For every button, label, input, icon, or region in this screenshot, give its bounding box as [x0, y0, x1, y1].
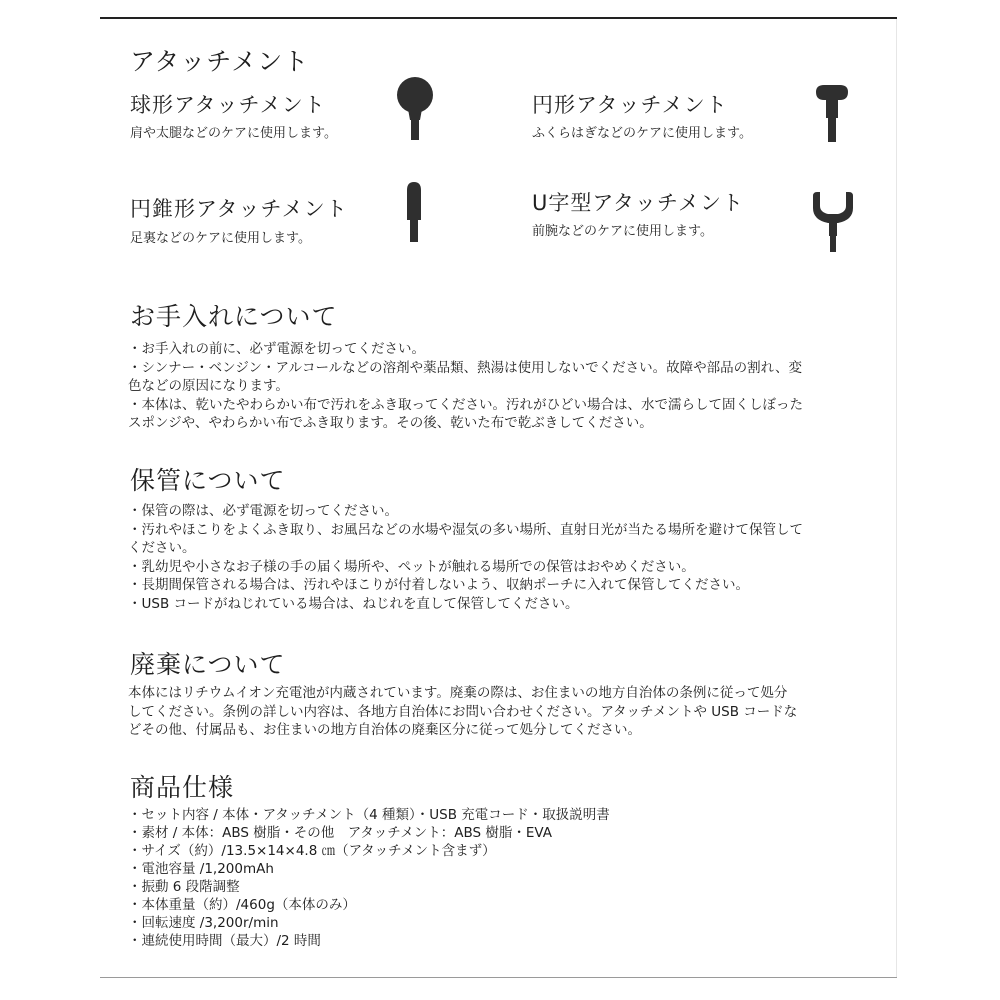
care-line: ・本体は、乾いたやわらかい布で汚れをふき取ってください。汚れがひどい場合は、水で濡らして固くしぼった: [128, 396, 803, 413]
spec-line: ・振動 6 段階調整: [128, 879, 240, 895]
storage-line: ・汚れやほこりをよくふき取り、お風呂などの水場や湿気の多い場所、直射日光が当たる場所を避けて保管して: [128, 521, 803, 538]
disposal-body: [128, 684, 797, 740]
storage-line: ください。: [128, 540, 196, 556]
specs-list: [128, 806, 610, 950]
storage-line: ・乳幼児や小さなお子様の手の届く場所や、ペットが触れる場所での保管はおやめください。: [128, 558, 695, 575]
care-line: ・お手入れの前に、必ず電源を切ってください。: [128, 341, 425, 357]
attachment-desc: 前腕などのケアに使用します。: [532, 224, 713, 239]
care-heading: お手入れについて: [130, 302, 338, 331]
spec-line: ・サイズ（約）/13.5×14×4.8 ㎝（アタッチメント含まず）: [128, 843, 496, 859]
storage-heading: 保管について: [130, 466, 286, 495]
disposal-line: どその他、付属品も、お住まいの地方自治体の廃棄区分に従って処分してください。: [128, 722, 641, 738]
care-body: [128, 340, 803, 433]
fork-attachment-icon: [810, 190, 856, 254]
attachments-heading: アタッチメント: [130, 47, 310, 76]
spec-line: ・素材 / 本体：ABS 樹脂・その他 アタッチメント：ABS 樹脂・EVA: [128, 825, 553, 841]
attachment-desc: ふくらはぎなどのケアに使用します。: [532, 126, 752, 141]
bottom-divider: [100, 977, 897, 978]
ball-attachment-icon: [395, 76, 435, 144]
attachment-title: 円錐形アタッチメント: [130, 197, 348, 221]
storage-line: ・USB コードがねじれている場合は、ねじれを直して保管してください。: [128, 595, 579, 612]
specs-heading: 商品仕様: [130, 773, 235, 802]
disposal-line: してください。条例の詳しい内容は、各地方自治体にお問い合わせください。アタッチメントや USB コードな: [128, 703, 798, 720]
spec-line: ・連続使用時間（最大）/2 時間: [128, 933, 321, 949]
storage-body: [128, 502, 803, 613]
spec-line: ・電池容量 /1,200mAh: [128, 861, 274, 877]
spec-line: ・本体重量（約）/460g（本体のみ）: [128, 897, 356, 913]
care-line: スポンジや、やわらかい布でふき取ります。その後、乾いた布で乾ぶきしてください。: [128, 415, 653, 431]
attachment-title: 円形アタッチメント: [532, 93, 728, 117]
care-line: 色などの原因になります。: [128, 378, 289, 394]
right-border: [896, 19, 897, 977]
care-line: ・シンナー・ベンジン・アルコールなどの溶剤や薬品類、熱湯は使用しないでください。故障や部品の割れ、変: [128, 359, 802, 376]
storage-line: ・保管の際は、必ず電源を切ってください。: [128, 503, 398, 519]
attachment-title: U字型アタッチメント: [532, 191, 745, 215]
attachment-title: 球形アタッチメント: [130, 93, 326, 117]
attachment-desc: 肩や太腿などのケアに使用します。: [130, 126, 337, 141]
bullet-attachment-icon: [402, 180, 426, 244]
storage-line: ・長期間保管される場合は、汚れやほこりが付着しないよう、収納ポーチに入れて保管してください。: [128, 577, 749, 593]
disposal-line: 本体にはリチウムイオン充電池が内蔵されています。廃棄の際は、お住まいの地方自治体の条例に従って処分: [128, 685, 788, 701]
attachment-desc: 足裏などのケアに使用します。: [130, 231, 311, 246]
disposal-heading: 廃棄について: [130, 650, 286, 679]
flat-attachment-icon: [812, 82, 852, 146]
spec-line: ・セット内容 / 本体・アタッチメント（4 種類）・USB 充電コード・取扱説明書: [128, 807, 610, 823]
spec-line: ・回転速度 /3,200r/min: [128, 915, 279, 931]
top-divider: [100, 17, 897, 19]
